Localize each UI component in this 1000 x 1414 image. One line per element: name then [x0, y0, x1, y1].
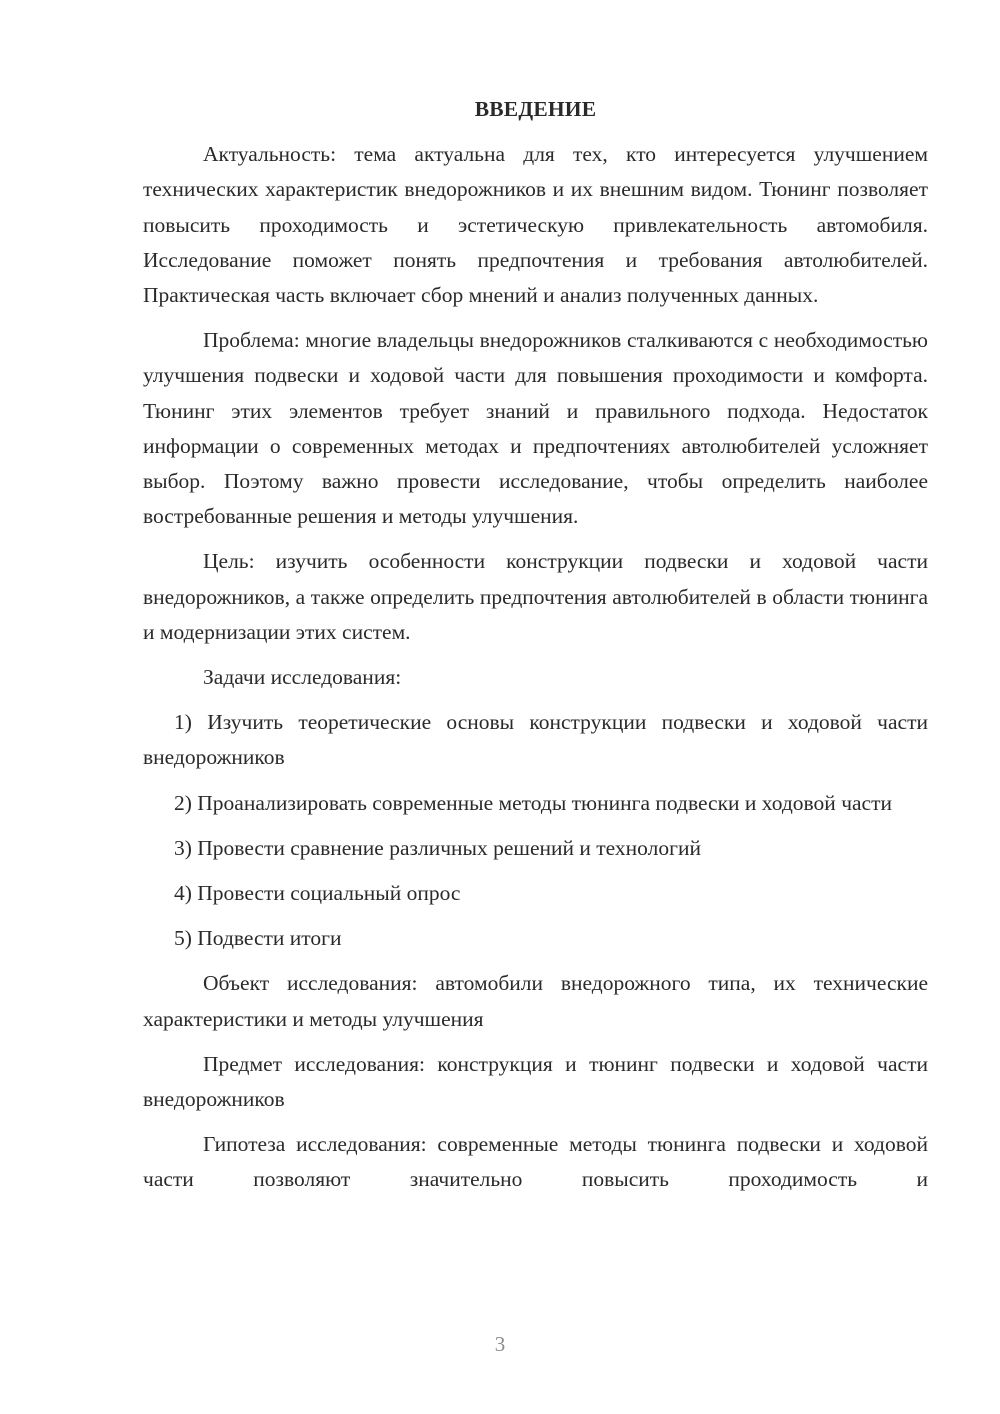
- document-page: [143, 92, 928, 1208]
- task-item-3: 3) Провести сравнение различных решений и технологий: [174, 835, 701, 860]
- task-item-4: 4) Провести социальный опрос: [174, 881, 461, 906]
- paragraph-hypothesis: Гипотеза исследования: современные методы тюнинга подвески и ходовой части позволяют значительно повысить проходимость и: [143, 1132, 928, 1192]
- task-item-2: 2) Проанализировать современные методы тюнинга подвески и ходовой части: [174, 790, 892, 815]
- paragraph-problem: Проблема: многие владельцы внедорожников сталкиваются с необходимостью улучшения подвески и ходовой части для повышения проходимости и комфорта. Тюнинг этих элементов требует знаний и правильного подхода. Недостаток информации о современных методах и предпочтениях автолюбителей усложняет выбор. Поэтому важно провести исследование, чтобы определить наиболее востребованные решения и методы улучшения.: [143, 328, 928, 529]
- task-item-5: 5) Подвести итоги: [174, 926, 342, 951]
- section-title: ВВЕДЕНИЕ: [474, 97, 597, 121]
- paragraph-subject: Предмет исследования: конструкция и тюнинг подвески и ходовой части внедорожников: [143, 1051, 928, 1112]
- paragraph-object: Объект исследования: автомобили внедорожного типа, их технические характеристики и методы улучшения: [143, 971, 928, 1031]
- task-item-1: 1) Изучить теоретические основы конструкции подвески и ходовой части внедорожников: [143, 710, 928, 770]
- page-number: 3: [494, 1332, 506, 1356]
- paragraph-relevance: Актуальность: тема актуальна для тех, кто интересуется улучшением технических характеристик внедорожников и их внешним видом. Тюнинг позволяет повысить проходимость и эстетическую привлекательность автомобиля. Исследование поможет понять предпочтения и требования автолюбителей. Практическая часть включает сбор мнений и анализ полученных данных.: [143, 142, 928, 308]
- tasks-heading: Задачи исследования:: [203, 665, 402, 690]
- paragraph-goal: Цель: изучить особенности конструкции подвески и ходовой части внедорожников, а также определить предпочтения автолюбителей в области тюнинга и модернизации этих систем.: [143, 549, 928, 644]
